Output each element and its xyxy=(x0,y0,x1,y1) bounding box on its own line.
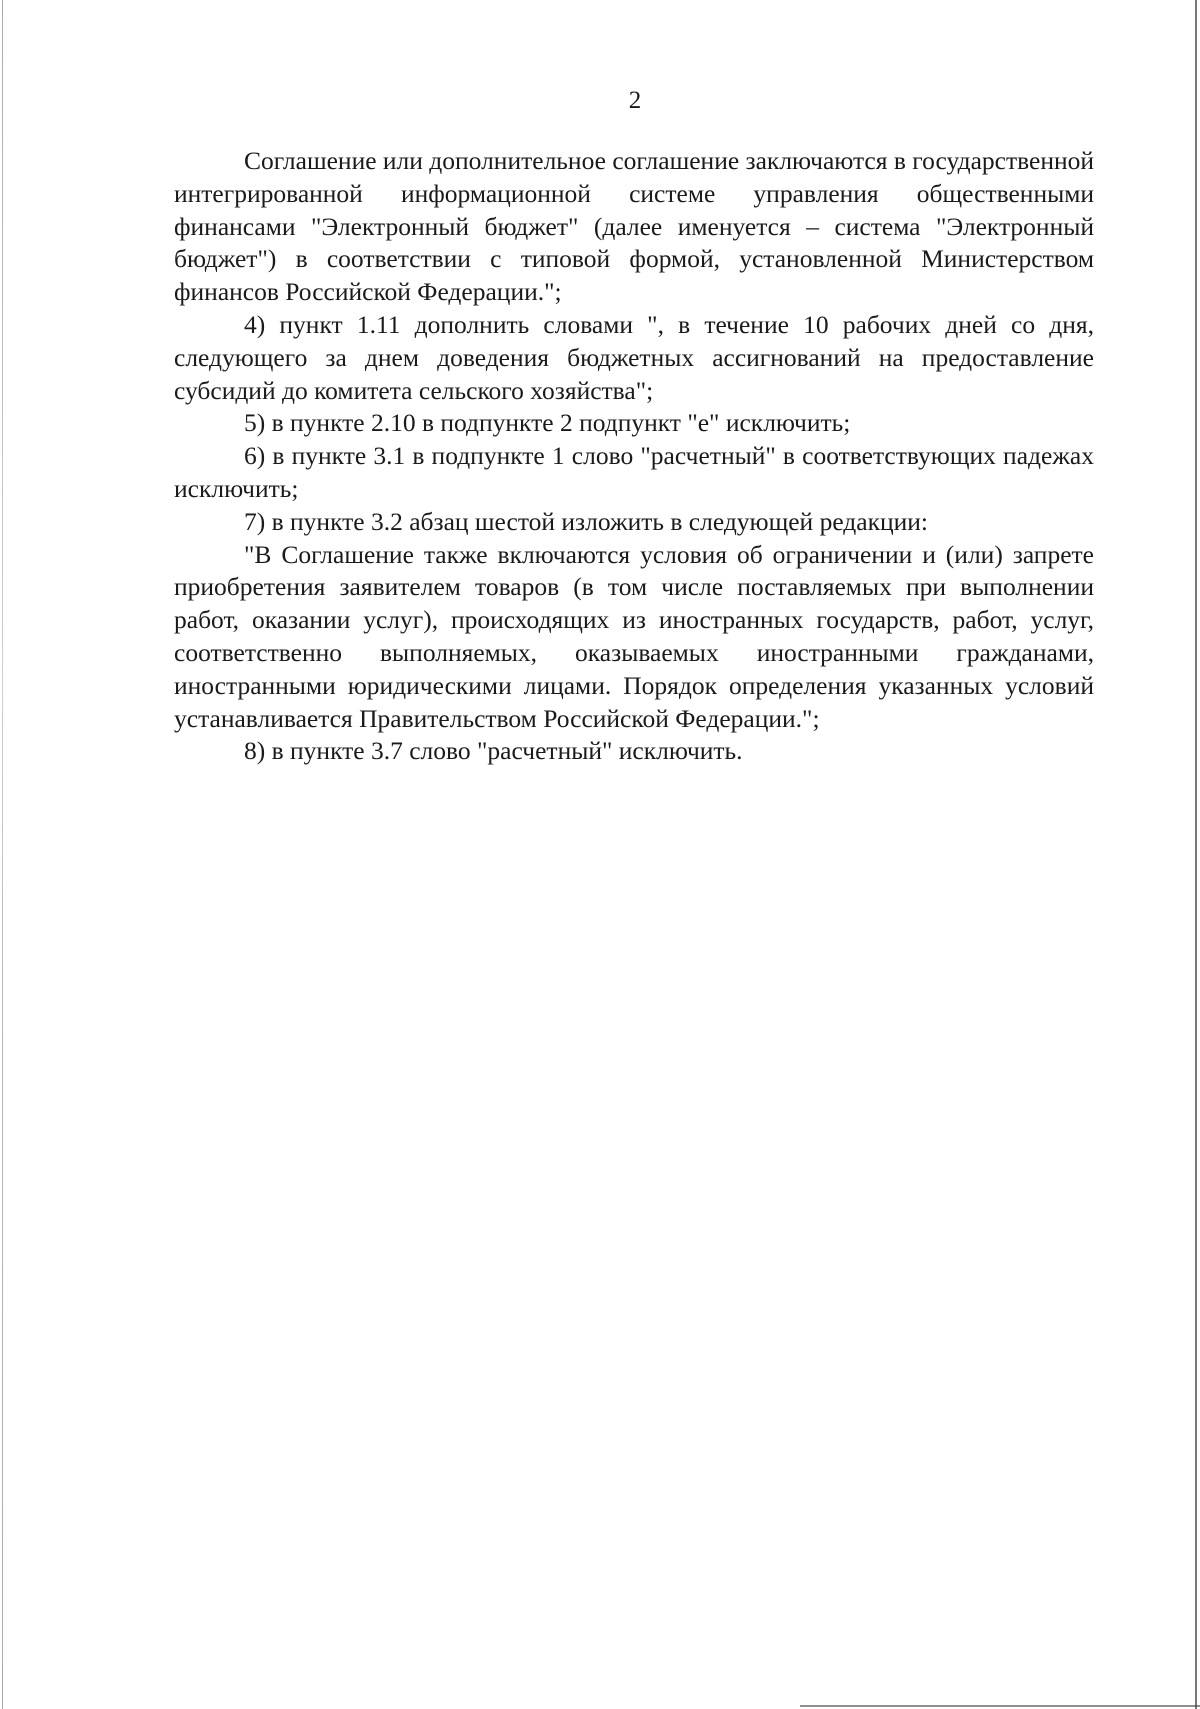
scan-edge-right xyxy=(1195,0,1197,1709)
paragraph-item-4: 4) пункт 1.11 дополнить словами ", в течение 10 рабочих дней со дня, следующего за днем доведения бюджетных ассигнований на предоставление субсидий до комитета сельского хозяйства"; xyxy=(174,309,1094,405)
paragraph-agreement-system: Соглашение или дополнительное соглашение заключаются в государственной интегрированной информационной системе управления общественными финансами "Электронный бюджет" (далее именуется – система "Электронный бюджет") в соответствии с типовой формой, установленной Министерством финансов Российской Федерации."; xyxy=(174,146,1095,307)
scan-edge-left xyxy=(2,0,3,1709)
paragraph-item-7-quote: "В Соглашение также включаются условия об ограничении и (или) запрете приобретения заявителем товаров (в том числе поставляемых при выполнении работ, оказании услуг), происходящих из иностранных государств, работ, услуг, соответственно выполняемых, оказываемых иностранными гражданами, иностранными юридическими лицами. Порядок определения указанных условий устанавливается Правительством Российской Федерации."; xyxy=(174,539,1094,733)
paragraph-item-7: 7) в пункте 3.2 абзац шестой изложить в следующей редакции: xyxy=(244,506,929,536)
document-body xyxy=(174,145,1094,768)
paragraph-item-8: 8) в пункте 3.7 слово "расчетный" исключить. xyxy=(244,736,743,766)
page-number: 2 xyxy=(628,87,642,114)
paragraph-item-5: 5) в пункте 2.10 в подпункте 2 подпункт "е" исключить; xyxy=(244,408,851,438)
scan-edge-bottom xyxy=(800,1705,1200,1707)
paragraph-item-6: 6) в пункте 3.1 в подпункте 1 слово "расчетный" в соответствующих падежах исключить; xyxy=(174,441,1094,503)
